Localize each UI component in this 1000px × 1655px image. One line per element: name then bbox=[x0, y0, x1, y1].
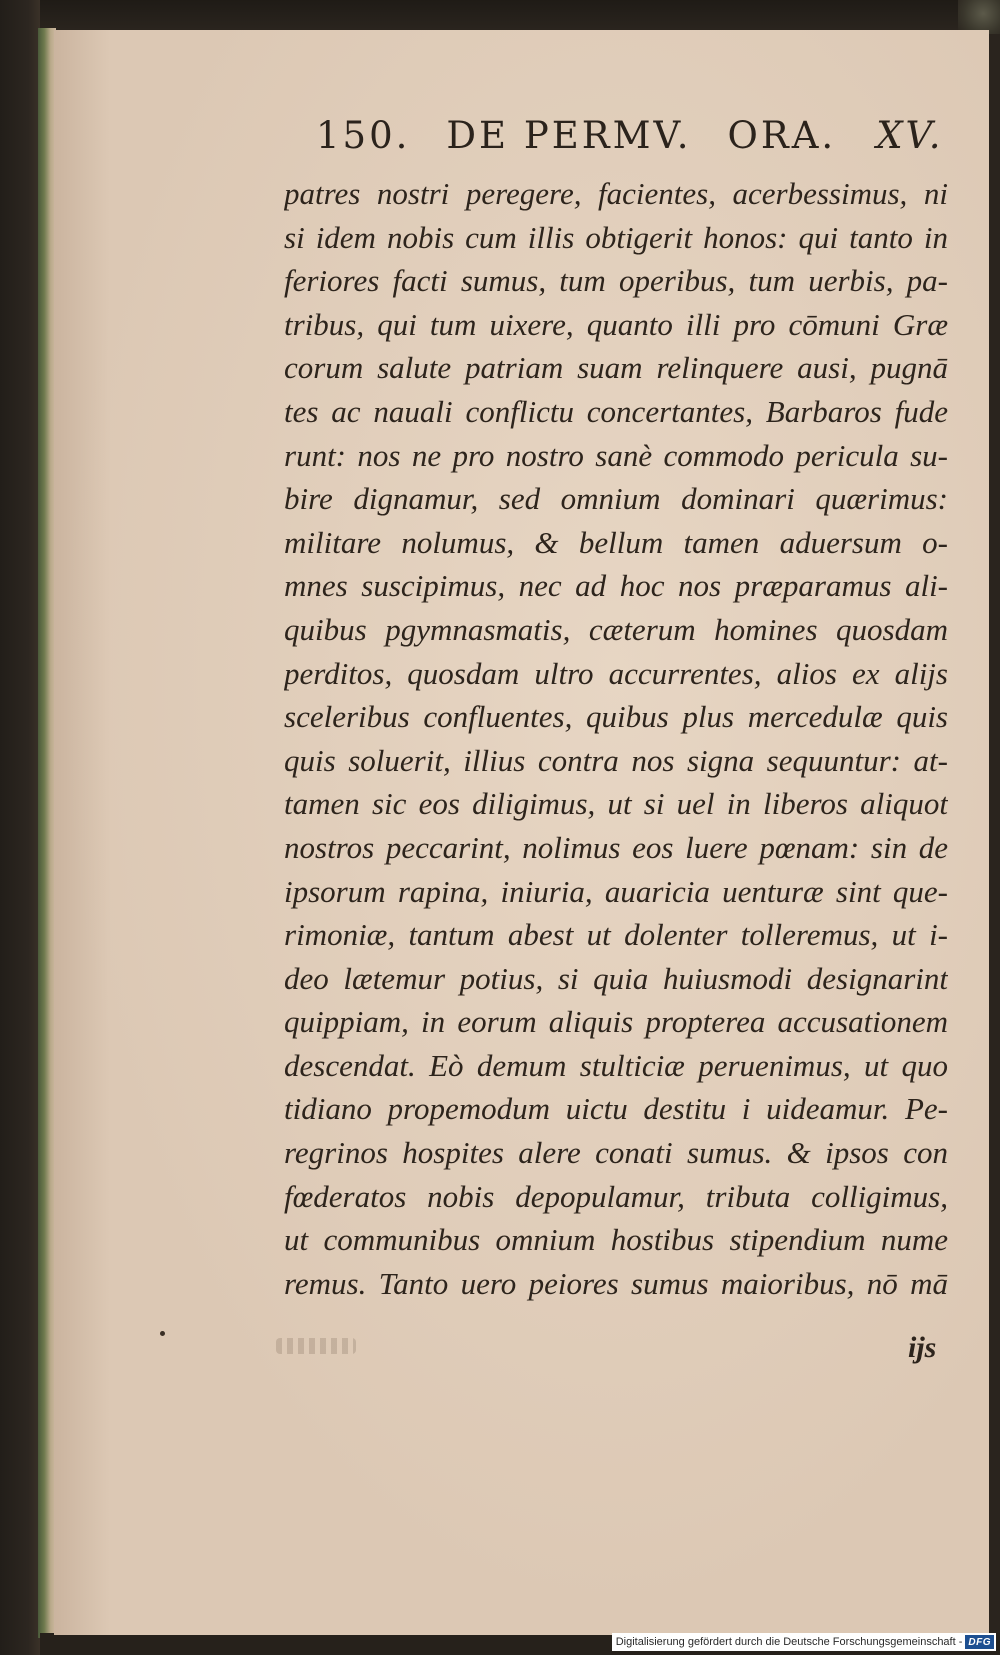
credit-text: Digitalisierung gefördert durch die Deutsche Forschungsgemeinschaft - bbox=[615, 1636, 963, 1648]
page-number: 150. bbox=[316, 114, 411, 157]
text-line: remus. Tanto uero peiores sumus maioribus, nō mā bbox=[284, 1265, 948, 1301]
text-line: runt: nos ne pro nostro sanè commodo pericula su- bbox=[284, 437, 948, 473]
text-line: mnes suscipimus, nec ad hoc nos præparamus ali- bbox=[284, 568, 948, 604]
text-line: tribus, qui tum uixere, quanto illi pro cōmuni Græ bbox=[284, 306, 948, 342]
digitization-credit bbox=[612, 1633, 996, 1651]
text-line: perditos, quosdam ultro accurrentes, alios ex alijs bbox=[284, 655, 948, 691]
text-line: tes ac nauali conflictu concertantes, Barbaros fude bbox=[284, 393, 948, 429]
ink-bleed-mark bbox=[276, 1338, 356, 1354]
body-text bbox=[284, 172, 948, 1305]
binding-board-right bbox=[988, 0, 1000, 1655]
text-line: feriores facti sumus, tum operibus, tum uerbis, pa- bbox=[284, 263, 948, 299]
running-head bbox=[316, 114, 956, 164]
running-title: DE PERMV. bbox=[446, 114, 692, 157]
text-line: militare nolumus, & bellum tamen aduersum o- bbox=[284, 524, 948, 560]
text-line: quibus pgymnasmatis, cæterum homines quosdam bbox=[284, 611, 948, 647]
binding-board-top bbox=[40, 0, 1000, 30]
text-line: patres nostri peregere, facientes, acerbessimus, ni bbox=[284, 176, 948, 211]
section-number: XV. bbox=[876, 114, 944, 157]
oration-label: ORA. bbox=[727, 114, 837, 157]
ink-speck bbox=[160, 1331, 165, 1336]
text-line: tamen sic eos diligimus, ut si uel in liberos aliquot bbox=[284, 786, 948, 822]
text-line: tidiano propemodum uictu destitu i uideamur. Pe- bbox=[284, 1091, 948, 1127]
corner-stain bbox=[958, 0, 1000, 34]
text-line: fœderatos nobis depopulamur, tributa colligimus, bbox=[284, 1178, 948, 1214]
text-line: si idem nobis cum illis obtigerit honos: qui tanto in bbox=[284, 219, 948, 255]
binding-board-left bbox=[0, 0, 40, 1655]
text-line: quis soluerit, illius contra nos signa sequuntur: at- bbox=[284, 742, 948, 778]
text-line: ut communibus omnium hostibus stipendium nume bbox=[284, 1222, 948, 1258]
dfg-logo-icon: DFG bbox=[965, 1635, 994, 1649]
text-line: sceleribus confluentes, quibus plus mercedulæ quis bbox=[284, 699, 948, 735]
text-line: ipsorum rapina, iniuria, auaricia uenturæ sint que- bbox=[284, 873, 948, 909]
text-line: nostros peccarint, nolimus eos luere pœnam: sin de bbox=[284, 829, 948, 865]
text-line: deo lætemur potius, si quia huiusmodi designarint bbox=[284, 960, 948, 996]
text-line: regrinos hospites alere conati sumus. & ipsos con bbox=[284, 1135, 948, 1171]
text-line: rimoniæ, tantum abest ut dolenter tolleremus, ut i- bbox=[284, 917, 948, 953]
catchword: ijs bbox=[908, 1331, 937, 1364]
text-line: quippiam, in eorum aliquis propterea accusationem bbox=[284, 1004, 948, 1040]
text-line: bire dignamur, sed omnium dominari quærimus: bbox=[284, 481, 948, 517]
text-line: corum salute patriam suam relinquere ausi, pugnā bbox=[284, 350, 948, 386]
text-line: descendat. Eò demum stulticiæ peruenimus, ut quo bbox=[284, 1047, 948, 1083]
